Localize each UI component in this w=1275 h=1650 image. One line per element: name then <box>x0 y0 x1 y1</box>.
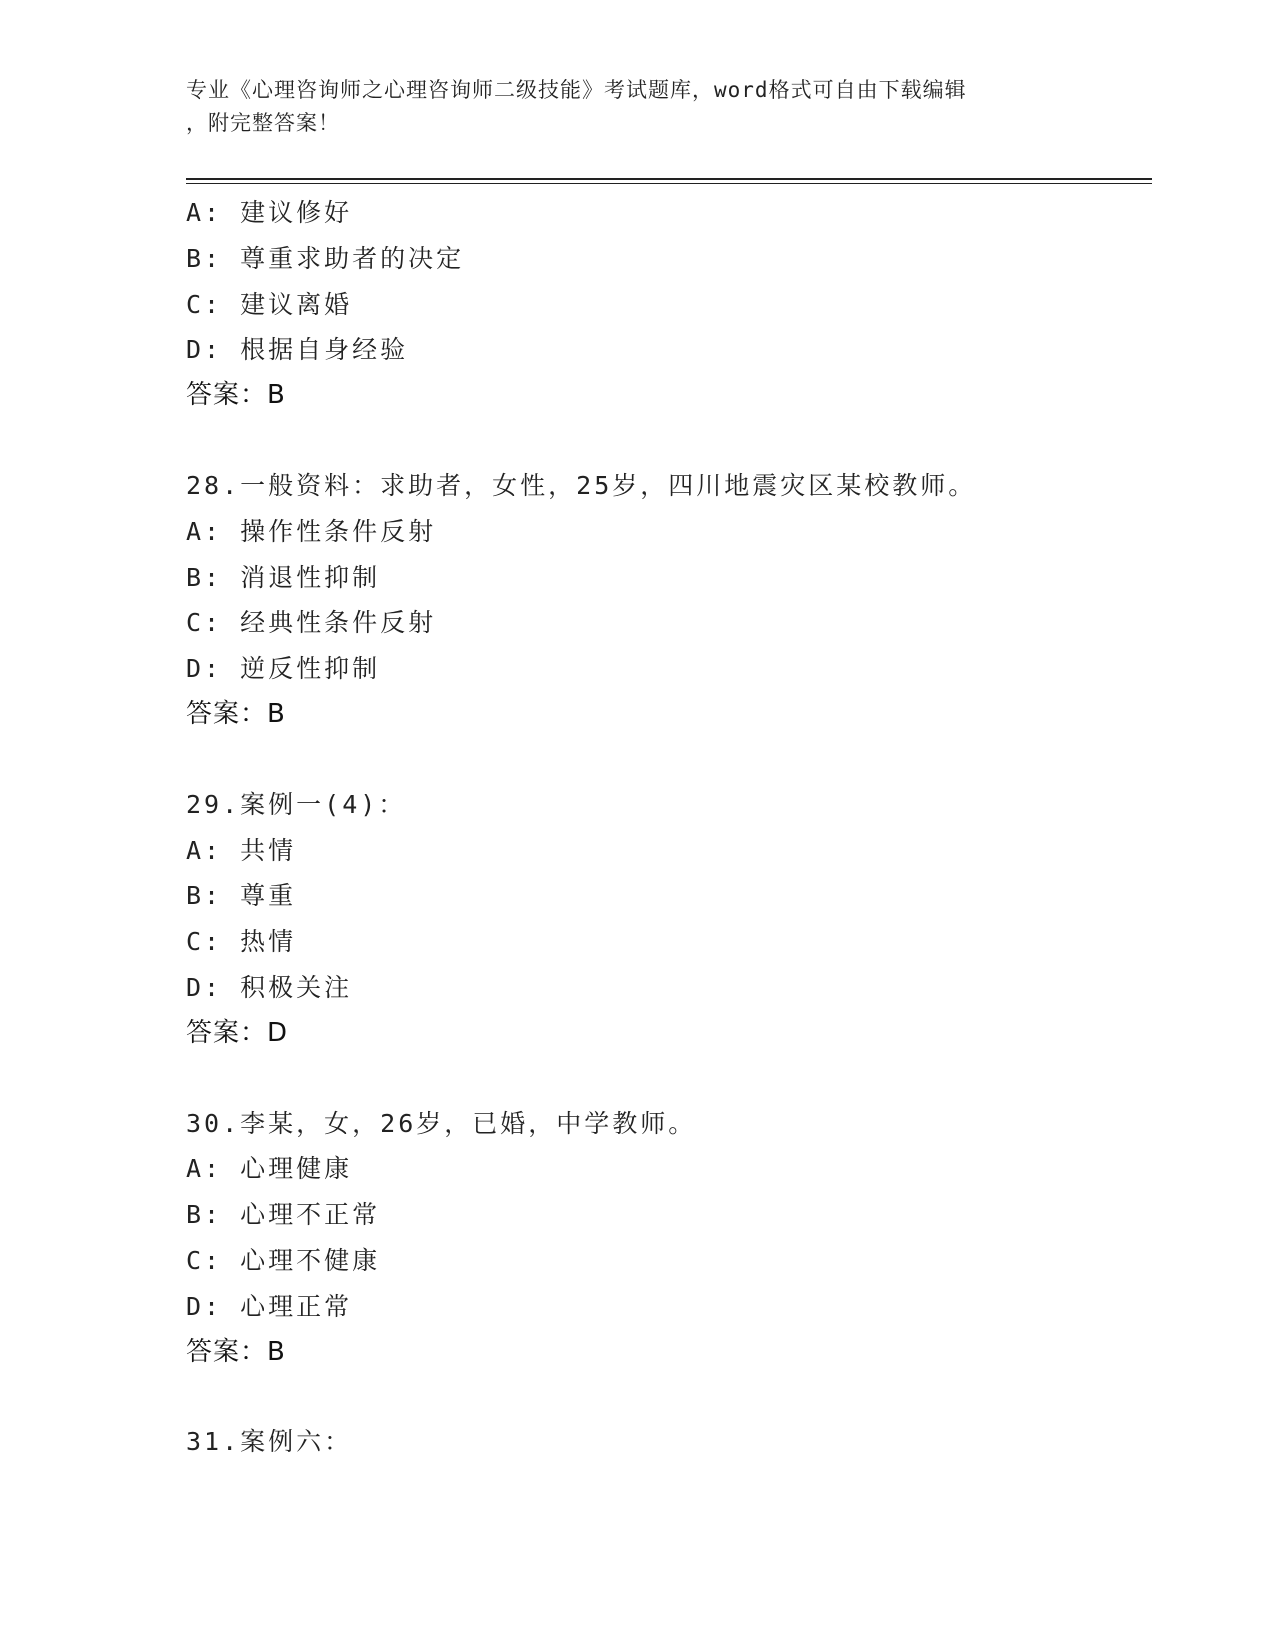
option-b: B: 尊重求助者的决定 <box>186 243 465 273</box>
question-27-continued <box>186 190 1146 419</box>
answer-line: 答案：B <box>186 1336 286 1367</box>
option-c: C: 热情 <box>186 927 297 957</box>
question-title: 31.案例六： <box>186 1427 353 1457</box>
question-28 <box>186 463 1146 738</box>
question-30 <box>186 1101 1146 1376</box>
option-d: D: 心理正常 <box>186 1291 353 1321</box>
option-a: A: 共情 <box>186 835 297 865</box>
option-c: C: 建议离婚 <box>186 289 353 319</box>
header-line-2: ，附完整答案！ <box>186 111 340 135</box>
header-line-1: 专业《心理咨询师之心理咨询师二级技能》考试题库，word格式可自由下载编辑 <box>186 78 967 102</box>
question-title: 28.一般资料：求助者，女性，25岁，四川地震灾区某校教师。 <box>186 470 977 500</box>
spacer <box>186 1375 1146 1419</box>
spacer <box>186 1057 1146 1101</box>
option-b: B: 心理不正常 <box>186 1200 381 1230</box>
answer-line: 答案：B <box>186 698 286 729</box>
option-a: A: 操作性条件反射 <box>186 516 437 546</box>
question-31 <box>186 1419 1146 1465</box>
question-29 <box>186 782 1146 1057</box>
option-c: C: 心理不健康 <box>186 1245 381 1275</box>
option-c: C: 经典性条件反射 <box>186 608 437 638</box>
option-b: B: 尊重 <box>186 881 297 911</box>
option-d: D: 逆反性抑制 <box>186 654 381 684</box>
option-d: D: 积极关注 <box>186 972 353 1002</box>
answer-line: 答案：B <box>186 380 286 411</box>
option-a: A: 心理健康 <box>186 1154 353 1184</box>
document-header <box>186 74 1086 140</box>
option-b: B: 消退性抑制 <box>186 562 381 592</box>
option-a: A: 建议修好 <box>186 198 353 227</box>
header-divider <box>186 178 1152 184</box>
question-title: 29.案例一(4)： <box>186 789 407 819</box>
spacer <box>186 419 1146 463</box>
option-d: D: 根据自身经验 <box>186 335 409 365</box>
spacer <box>186 738 1146 782</box>
answer-line: 答案：D <box>186 1017 289 1048</box>
question-title: 30.李某，女，26岁，已婚，中学教师。 <box>186 1108 697 1138</box>
question-list <box>186 190 1146 1465</box>
